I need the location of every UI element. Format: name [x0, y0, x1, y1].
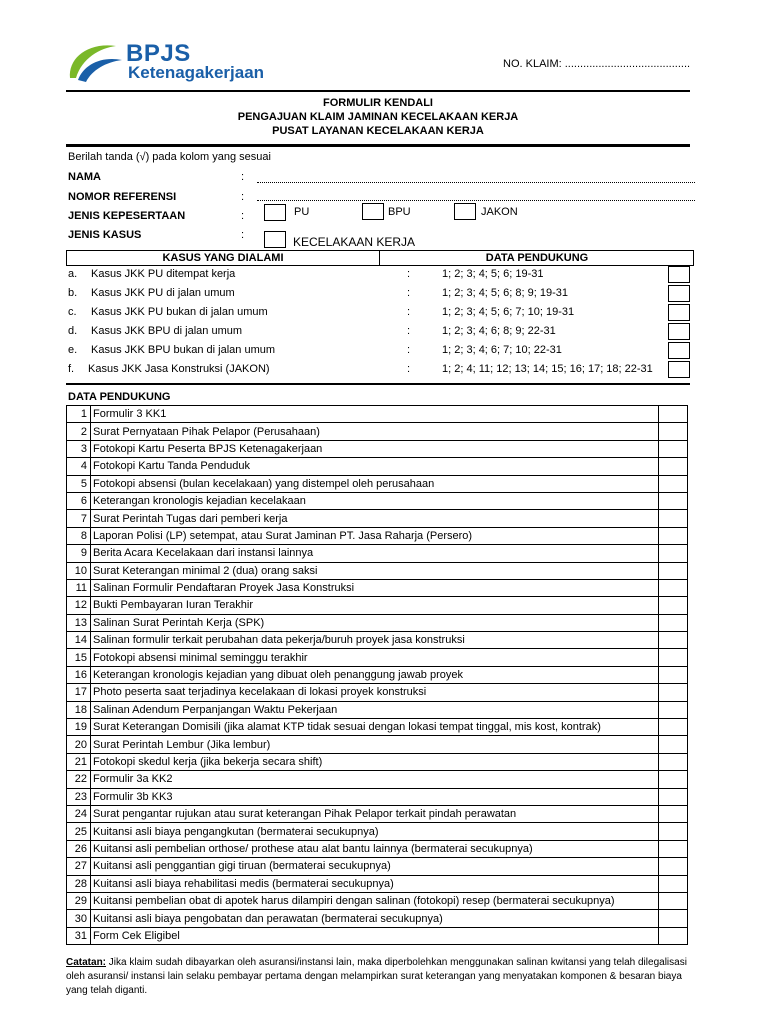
row-number: 23: [67, 788, 91, 805]
kasus-letter: e.: [68, 344, 78, 356]
kasus-colon: :: [407, 344, 411, 356]
table-row: [67, 492, 688, 509]
row-checkbox[interactable]: [659, 840, 688, 857]
kasus-text: Kasus JKK BPU di jalan umum: [91, 325, 243, 337]
kasus-colon: :: [407, 268, 411, 280]
nomor-referensi-field[interactable]: [257, 200, 695, 201]
kasus-letter: a.: [68, 268, 78, 280]
kasus-text: Kasus JKK Jasa Konstruksi (JAKON): [88, 363, 270, 375]
kasus-colon: :: [407, 306, 411, 318]
table-row: [67, 771, 688, 788]
row-checkbox[interactable]: [659, 597, 688, 614]
row-number: 3: [67, 440, 91, 457]
row-text: Formulir 3b KK3: [91, 788, 659, 805]
row-text: Fotokopi Kartu Tanda Penduduk: [91, 458, 659, 475]
row-number: 29: [67, 892, 91, 909]
table-row: [67, 562, 688, 579]
row-checkbox[interactable]: [659, 684, 688, 701]
kasus-data: 1; 2; 3; 4; 5; 6; 8; 9; 19-31: [442, 287, 568, 299]
row-number: 1: [67, 406, 91, 423]
row-text: Salinan Formulir Pendaftaran Proyek Jasa Konstruksi: [91, 579, 659, 596]
row-checkbox[interactable]: [659, 440, 688, 457]
kasus-letter: f.: [68, 363, 75, 375]
row-number: 9: [67, 545, 91, 562]
kasus-colon: :: [407, 325, 411, 337]
row-checkbox[interactable]: [659, 910, 688, 927]
row-number: 26: [67, 840, 91, 857]
kasus-colon: :: [407, 363, 411, 375]
table-row: [67, 458, 688, 475]
nomor-referensi-label: NOMOR REFERENSI: [68, 191, 177, 203]
table-row: [67, 823, 688, 840]
row-checkbox[interactable]: [659, 927, 688, 944]
row-text: Surat Keterangan minimal 2 (dua) orang saksi: [91, 562, 659, 579]
table-row: [67, 510, 688, 527]
note-text: Jika klaim sudah dibayarkan oleh asuransi/instansi lain, maka diperbolehkan menggunakan salinan kwitansi yang telah dilegalisasi oleh asuransi/ instansi lain selaku pembayar pertama dengan melampirkan surat keterangan yang menyatakan komponen & besaran biaya yang telah diganti.: [66, 957, 687, 996]
table-row: [67, 753, 688, 770]
row-checkbox[interactable]: [659, 406, 688, 423]
row-text: Salinan formulir terkait perubahan data pekerja/buruh proyek jasa konstruksi: [91, 632, 659, 649]
row-number: 31: [67, 927, 91, 944]
note-label: Catatan:: [66, 957, 107, 968]
table-row: [67, 684, 688, 701]
row-text: Laporan Polisi (LP) setempat, atau Surat Jaminan PT. Jasa Raharja (Persero): [91, 527, 659, 544]
row-text: Surat Pernyataan Pihak Pelapor (Perusahaan): [91, 423, 659, 440]
row-number: 4: [67, 458, 91, 475]
kasus-checkbox[interactable]: [668, 304, 690, 321]
row-text: Formulir 3a KK2: [91, 771, 659, 788]
row-checkbox[interactable]: [659, 492, 688, 509]
row-text: Salinan Adendum Perpanjangan Waktu Pekerjaan: [91, 701, 659, 718]
row-text: Kuitansi asli penggantian gigi tiruan (bermaterai secukupnya): [91, 858, 659, 875]
row-text: Kuitansi asli pembelian orthose/ prothese atau alat bantu lainnya (bermaterai secukupnya): [91, 840, 659, 857]
row-checkbox[interactable]: [659, 753, 688, 770]
row-checkbox[interactable]: [659, 510, 688, 527]
row-text: Photo peserta saat terjadinya kecelakaan di lokasi proyek konstruksi: [91, 684, 659, 701]
row-number: 30: [67, 910, 91, 927]
title-line-2: PENGAJUAN KLAIM JAMINAN KECELAKAAN KERJA: [237, 111, 519, 123]
kasus-rule: [66, 383, 690, 385]
table-row: [67, 805, 688, 822]
row-number: 12: [67, 597, 91, 614]
checkbox-kecelakaan-kerja[interactable]: [264, 231, 286, 248]
row-number: 19: [67, 719, 91, 736]
row-text: Keterangan kronologis kejadian kecelakaan: [91, 492, 659, 509]
kasus-text: Kasus JKK PU ditempat kerja: [91, 268, 236, 280]
nama-label: NAMA: [68, 171, 101, 183]
row-text: Berita Acara Kecelakaan dari instansi lainnya: [91, 545, 659, 562]
row-text: Formulir 3 KK1: [91, 406, 659, 423]
table-row: [67, 406, 688, 423]
row-checkbox[interactable]: [659, 788, 688, 805]
bpjs-logo: [66, 40, 286, 90]
table-row: [67, 788, 688, 805]
row-number: 11: [67, 579, 91, 596]
row-checkbox[interactable]: [659, 771, 688, 788]
table-row: [67, 666, 688, 683]
table-row: [67, 614, 688, 631]
title-rule: [66, 144, 690, 147]
title-line-3: PUSAT LAYANAN KECELAKAAN KERJA: [272, 125, 484, 137]
row-text: Surat Keterangan Domisili (jika alamat KTP tidak sesuai dengan lokasi tempat tinggal, mis kost, kontrak): [91, 719, 659, 736]
kasus-checkbox[interactable]: [668, 285, 690, 302]
row-checkbox[interactable]: [659, 632, 688, 649]
table-row: [67, 579, 688, 596]
row-checkbox[interactable]: [659, 892, 688, 909]
row-checkbox[interactable]: [659, 649, 688, 666]
form-title: [66, 96, 690, 138]
row-number: 22: [67, 771, 91, 788]
row-text: Kuitansi asli biaya rehabilitasi medis (bermaterai secukupnya): [91, 875, 659, 892]
kasus-letter: d.: [68, 325, 78, 337]
row-checkbox[interactable]: [659, 475, 688, 492]
row-number: 20: [67, 736, 91, 753]
row-text: Fotokopi absensi minimal seminggu terakhir: [91, 649, 659, 666]
no-klaim-label: NO. KLAIM:: [503, 58, 562, 70]
row-number: 17: [67, 684, 91, 701]
row-checkbox[interactable]: [659, 719, 688, 736]
row-number: 2: [67, 423, 91, 440]
row-checkbox[interactable]: [659, 736, 688, 753]
row-checkbox[interactable]: [659, 666, 688, 683]
row-text: Surat pengantar rujukan atau surat keterangan Pihak Pelapor terkait pindah perawatan: [91, 805, 659, 822]
note: [66, 956, 706, 998]
row-number: 7: [67, 510, 91, 527]
checkbox-pu[interactable]: [264, 204, 286, 221]
table-row: [67, 892, 688, 909]
kasus-row: [66, 342, 692, 360]
kasus-col-header: KASUS YANG DIALAMI: [162, 252, 284, 264]
kasus-letter: c.: [68, 306, 77, 318]
logo-swoosh-icon: [66, 40, 124, 84]
table-row: [67, 858, 688, 875]
kasus-text: Kasus JKK PU di jalan umum: [91, 287, 235, 299]
row-text: Surat Perintah Tugas dari pemberi kerja: [91, 510, 659, 527]
row-number: 21: [67, 753, 91, 770]
kasus-row: [66, 266, 692, 284]
row-number: 5: [67, 475, 91, 492]
kasus-data: 1; 2; 3; 4; 5; 6; 19-31: [442, 268, 544, 280]
row-text: Kuitansi asli biaya pengangkutan (bermaterai secukupnya): [91, 823, 659, 840]
row-checkbox[interactable]: [659, 858, 688, 875]
row-checkbox[interactable]: [659, 823, 688, 840]
top-rule: [66, 90, 690, 92]
kasus-checkbox[interactable]: [668, 323, 690, 340]
row-number: 10: [67, 562, 91, 579]
logo-name: BPJS: [126, 40, 191, 67]
nama-colon: :: [241, 171, 245, 183]
row-number: 8: [67, 527, 91, 544]
row-number: 25: [67, 823, 91, 840]
nama-field[interactable]: [257, 182, 695, 183]
kasus-data: 1; 2; 4; 11; 12; 13; 14; 15; 16; 17; 18; 22-31: [442, 363, 653, 375]
row-number: 16: [67, 666, 91, 683]
row-checkbox[interactable]: [659, 579, 688, 596]
row-checkbox[interactable]: [659, 545, 688, 562]
kasus-row: [66, 361, 692, 379]
kasus-table-header: [66, 250, 694, 266]
jenis-kasus-label: JENIS KASUS: [68, 229, 142, 241]
row-number: 18: [67, 701, 91, 718]
option-pu-label: PU: [294, 206, 310, 218]
row-checkbox[interactable]: [659, 562, 688, 579]
table-row: [67, 527, 688, 544]
kasus-row: [66, 285, 692, 303]
table-row: [67, 736, 688, 753]
kasus-text: Kasus JKK PU bukan di jalan umum: [91, 306, 268, 318]
kasus-colon: :: [241, 229, 245, 241]
table-row: [67, 649, 688, 666]
row-text: Keterangan kronologis kejadian yang dibuat oleh penanggung jawab proyek: [91, 666, 659, 683]
row-number: 13: [67, 614, 91, 631]
row-number: 15: [67, 649, 91, 666]
nomor-colon: :: [241, 191, 245, 203]
data-pendukung-heading: DATA PENDUKUNG: [68, 391, 171, 403]
row-checkbox[interactable]: [659, 805, 688, 822]
checkbox-jakon[interactable]: [454, 203, 476, 220]
row-checkbox[interactable]: [659, 458, 688, 475]
table-row: [67, 545, 688, 562]
option-jakon-label: JAKON: [481, 206, 518, 218]
table-row: [67, 632, 688, 649]
table-row: [67, 875, 688, 892]
kasus-data: 1; 2; 3; 4; 6; 8; 9; 22-31: [442, 325, 556, 337]
title-line-1: FORMULIR KENDALI: [323, 97, 433, 109]
row-number: 14: [67, 632, 91, 649]
no-klaim: [503, 58, 690, 70]
kasus-checkbox[interactable]: [668, 266, 690, 283]
row-text: Salinan Surat Perintah Kerja (SPK): [91, 614, 659, 631]
row-text: Fotokopi Kartu Peserta BPJS Ketenagakerjaan: [91, 440, 659, 457]
kasus-checkbox[interactable]: [668, 342, 690, 359]
row-text: Form Cek Eligibel: [91, 927, 659, 944]
kasus-checkbox[interactable]: [668, 361, 690, 378]
row-checkbox[interactable]: [659, 527, 688, 544]
jenis-kepesertaan-label: JENIS KEPESERTAAN: [68, 210, 186, 222]
kasus-text: Kasus JKK BPU bukan di jalan umum: [91, 344, 276, 356]
row-text: Kuitansi asli biaya pengobatan dan perawatan (bermaterai secukupnya): [91, 910, 659, 927]
table-row: [67, 475, 688, 492]
kasus-data: 1; 2; 3; 4; 6; 7; 10; 22-31: [442, 344, 562, 356]
row-number: 28: [67, 875, 91, 892]
row-number: 27: [67, 858, 91, 875]
row-text: Kuitansi pembelian obat di apotek harus dilampiri dengan salinan (fotokopi) resep (bermaterai secukupnya): [91, 892, 659, 909]
checkbox-bpu[interactable]: [362, 203, 384, 220]
table-row: [67, 597, 688, 614]
table-row: [67, 719, 688, 736]
table-row: [67, 840, 688, 857]
table-row: [67, 440, 688, 457]
instruction-text: Berilah tanda (√) pada kolom yang sesuai: [68, 151, 271, 163]
row-number: 24: [67, 805, 91, 822]
row-checkbox[interactable]: [659, 614, 688, 631]
data-pendukung-col-header: DATA PENDUKUNG: [379, 251, 694, 265]
kasus-row: [66, 323, 692, 341]
row-text: Bukti Pembayaran Iuran Terakhir: [91, 597, 659, 614]
row-number: 6: [67, 492, 91, 509]
table-row: [67, 423, 688, 440]
table-row: [67, 910, 688, 927]
row-checkbox[interactable]: [659, 423, 688, 440]
row-checkbox[interactable]: [659, 701, 688, 718]
kasus-data: 1; 2; 3; 4; 5; 6; 7; 10; 19-31: [442, 306, 575, 318]
row-checkbox[interactable]: [659, 875, 688, 892]
table-row: [67, 927, 688, 944]
row-text: Surat Perintah Lembur (Jika lembur): [91, 736, 659, 753]
logo-subtitle: Ketenagakerjaan: [128, 63, 265, 82]
kasus-colon: :: [407, 287, 411, 299]
option-bpu-label: BPU: [388, 206, 411, 218]
option-kecelakaan-label: KECELAKAAN KERJA: [293, 235, 416, 249]
row-text: Fotokopi absensi (bulan kecelakaan) yang distempel oleh perusahaan: [91, 475, 659, 492]
table-row: [67, 701, 688, 718]
kasus-row: [66, 304, 692, 322]
row-text: Fotokopi skedul kerja (jika bekerja secara shift): [91, 753, 659, 770]
kasus-letter: b.: [68, 287, 78, 299]
kepesertaan-colon: :: [241, 210, 245, 222]
data-pendukung-table: [66, 405, 688, 945]
no-klaim-value[interactable]: .........................................: [564, 58, 691, 70]
